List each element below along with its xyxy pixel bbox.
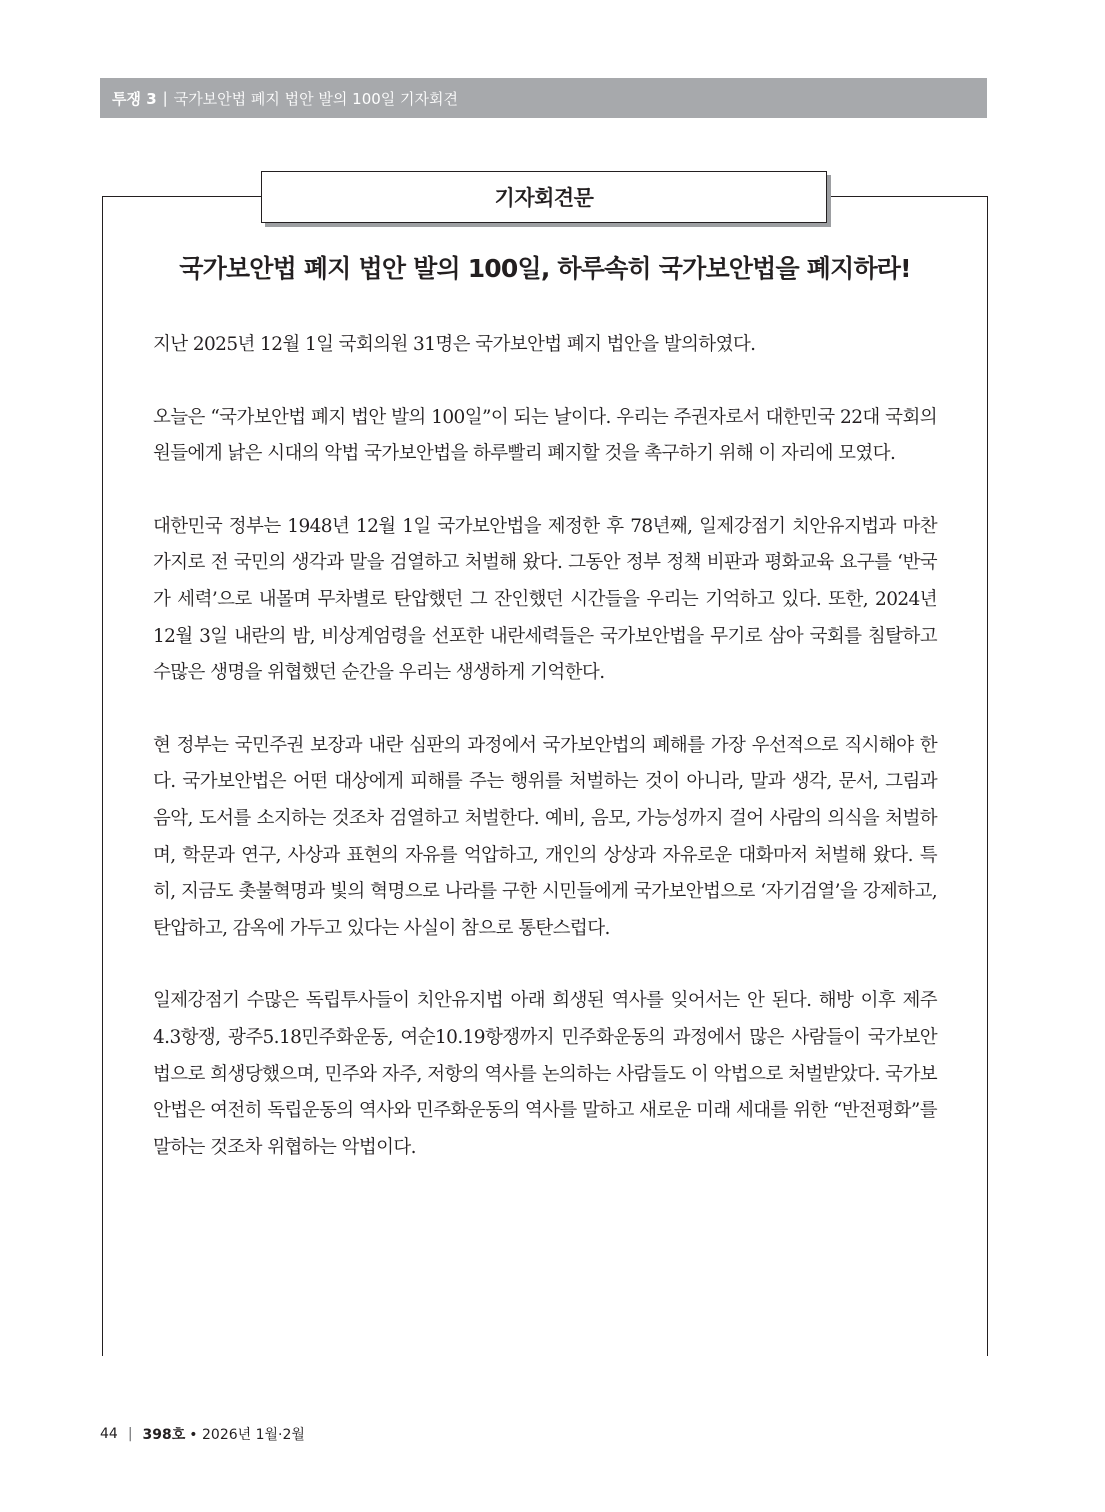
statement-body [153, 327, 937, 1166]
footer-separator: | [127, 1426, 133, 1442]
paragraph-2: 오늘은 “국가보안법 폐지 법안 발의 100일”이 되는 날이다. 우리는 주권자로서 대한민국 22대 국회의원들에게 낡은 시대의 악법 국가보안법을 하루빨리 폐지할 것을 촉구하기 위해 이 자리에 모였다. [153, 406, 937, 465]
paragraph-4: 현 정부는 국민주권 보장과 내란 심판의 과정에서 국가보안법의 폐해를 가장 우선적으로 직시해야 한다. 국가보안법은 어떤 대상에게 피해를 주는 행위를 처벌하는 것이 아니라, 말과 생각, 문서, 그림과 음악, 도서를 소지하는 것조차 검열하고 처벌한다. 예비, 음모, 가능성까지 걸어 사람의 의식을 처벌하며, 학문과 연구, 사상과 표현의 자유를 억압하고, 개인의 상상과 자유로운 대화마저 처벌해 왔다. 특히, 지금도 촛불혁명과 빛의 혁명으로 나라를 구한 시민들에게 국가보안법으로 ‘자기검열’을 강제하고, 탄압하고, 감옥에 가두고 있다는 사실이 참으로 통탄스럽다. [153, 734, 937, 939]
frame-top-right-rule [827, 196, 988, 197]
section-header-bar [100, 78, 987, 118]
issue-date: • 2026년 1월·2월 [189, 1427, 305, 1443]
issue-number: 398호 [142, 1427, 186, 1443]
frame-top-left-rule [102, 196, 261, 197]
paragraph-3: 대한민국 정부는 1948년 12월 1일 국가보안법을 제정한 후 78년째, 일제강점기 치안유지법과 마찬가지로 전 국민의 생각과 말을 검열하고 처벌해 왔다. 그동안 정부 정책 비판과 평화교육 요구를 ‘반국가 세력’으로 내몰며 무차별로 탄압했던 그 잔인했던 시간들을 우리는 기억하고 있다. 또한, 2024년 12월 3일 내란의 밤, 비상계엄령을 선포한 내란세력들은 국가보안법을 무기로 삼아 국회를 침탈하고 수많은 생명을 위협했던 순간을 우리는 생생하게 기억한다. [153, 515, 937, 684]
paragraph-5: 일제강점기 수많은 독립투사들이 치안유지법 아래 희생된 역사를 잊어서는 안 된다. 해방 이후 제주4.3항쟁, 광주5.18민주화운동, 여순10.19항쟁까지 민주화운동의 과정에서 많은 사람들이 국가보안법으로 희생당했으며, 민주와 자주, 저항의 역사를 논의하는 사람들도 이 악법으로 처벌받았다. 국가보안법은 여전히 독립운동의 역사와 민주화운동의 역사를 말하고 새로운 미래 세대를 위한 “반전평화”를 말하는 것조차 위협하는 악법이다. [153, 990, 937, 1158]
section-title: 국가보안법 폐지 법안 발의 100일 기자회견 [173, 89, 459, 108]
section-number: 투쟁 3 [112, 89, 157, 108]
document-type-label: 기자회견문 [261, 171, 827, 223]
page-footer [100, 1424, 305, 1444]
press-statement-headline: 국가보안법 폐지 법안 발의 100일, 하루속히 국가보안법을 폐지하라! [179, 254, 911, 283]
header-separator: | [162, 89, 168, 107]
page-number: 44 [100, 1426, 118, 1442]
paragraph-1: 지난 2025년 12월 1일 국회의원 31명은 국가보안법 폐지 법안을 발의하였다. [153, 334, 756, 355]
